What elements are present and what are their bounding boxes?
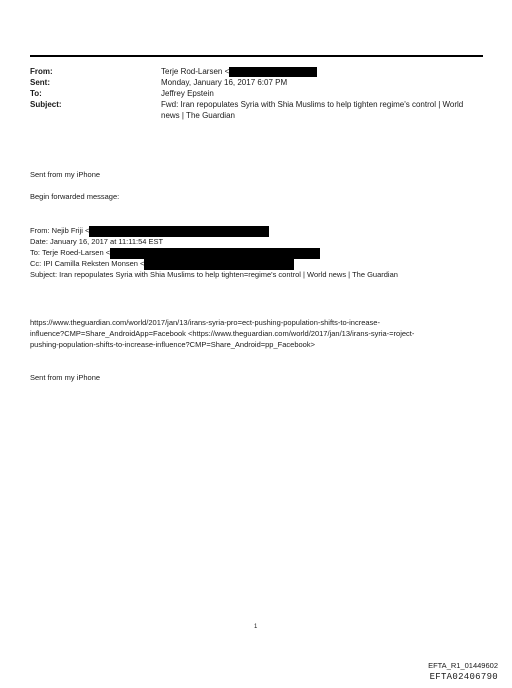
- header-rule: [30, 55, 483, 57]
- url-line-1: https://www.theguardian.com/world/2017/jan/13/irans-syria-pro=ect-pushing-population-shifts-to-increase-: [30, 318, 380, 327]
- url-line-3: pushing-population-shifts-to-increase-influence?CMP=Share_Android=pp_Facebook>: [30, 340, 315, 349]
- page-number: 1: [254, 624, 258, 630]
- bates-number-1: EFTA_R1_01449602: [428, 661, 498, 670]
- begin-forwarded: Begin forwarded message:: [30, 192, 120, 201]
- redaction-box: [144, 259, 294, 270]
- bates-number-2: EFTA02406790: [429, 672, 498, 682]
- to-value: Jeffrey Epstein: [161, 89, 214, 98]
- fwd-cc-row: [30, 259, 294, 270]
- from-value: [161, 67, 317, 77]
- redaction-box: [110, 248, 320, 259]
- sent-label: Sent:: [30, 78, 50, 87]
- sent-from-iphone-2: Sent from my iPhone: [30, 373, 101, 382]
- fwd-from: From: Nejib Friji <: [30, 226, 90, 235]
- subject-line-2: news | The Guardian: [161, 111, 235, 120]
- subject-label: Subject:: [30, 100, 62, 109]
- fwd-from-row: [30, 226, 269, 237]
- fwd-to-row: [30, 248, 320, 259]
- fwd-date: Date: January 16, 2017 at 11:11:54 EST: [30, 237, 164, 246]
- redaction-box: [229, 67, 317, 77]
- fwd-subject: Subject: Iran repopulates Syria with Shia Muslims to help tighten=regime's control | World news | The Guardian: [30, 270, 398, 279]
- to-label: To:: [30, 89, 42, 98]
- redaction-box: [89, 226, 269, 237]
- url-line-2: influence?CMP=Share_AndroidApp=Facebook <https://www.theguardian.com/world/2017/jan/13/irans-syria-=roject-: [30, 329, 415, 338]
- sent-value: Monday, January 16, 2017 6:07 PM: [161, 78, 288, 87]
- subject-line-1: Fwd: Iran repopulates Syria with Shia Muslims to help tighten regime's control | World: [161, 100, 464, 109]
- fwd-cc: Cc: IPI Camilla Reksten Monsen <: [30, 259, 145, 268]
- fwd-to: To: Terje Roed-Larsen <: [30, 248, 111, 257]
- from-label: From:: [30, 67, 53, 76]
- sent-from-iphone: Sent from my iPhone: [30, 170, 101, 179]
- from-name: Terje Rod-Larsen <: [161, 67, 230, 76]
